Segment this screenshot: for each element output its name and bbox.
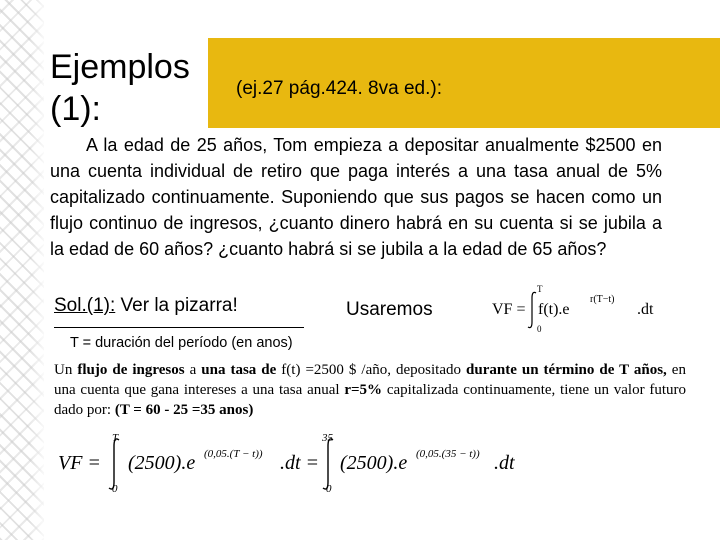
specific-dt2: .dt	[494, 452, 515, 474]
problem-text: A la edad de 25 años, Tom empieza a depositar anualmente $2500 en una cuenta individual de retiro que paga interés a una tasa anual de 5% capitalizado continuamente. Suponiendo que sus pagos se hacen como un flujo continuo de ingresos, ¿cuanto dinero habrá en su cuenta si se jubila a la edad de 60 años? ¿cuanto habrá si se jubila a la edad de 65 años?	[50, 135, 662, 259]
explanation-paragraph	[54, 360, 686, 420]
formula-dt: .dt	[637, 301, 654, 318]
integral-lower-limit: 0	[537, 324, 542, 334]
para-bold-1: flujo de ingresos	[77, 362, 185, 378]
solution-line	[54, 295, 238, 317]
specific-exponent2: (0,05.(35 − t))	[416, 448, 480, 460]
integral1-upper-limit: T	[112, 432, 119, 444]
para-text-3: f(t) =2500 $ /año, depositado	[276, 362, 467, 378]
para-bold-2: una tasa de	[201, 362, 277, 378]
usaremos-label: Usaremos	[346, 299, 433, 320]
specific-dt1: .dt =	[280, 452, 320, 474]
para-text-1: Un	[54, 362, 78, 378]
formula-lhs: VF =	[492, 301, 526, 318]
formula-exponent: r(T−t)	[590, 294, 615, 305]
specific-term1: (2500).e	[128, 452, 196, 474]
integral2-upper-limit: 35	[322, 432, 333, 444]
formula-body: f(t).e	[538, 301, 570, 318]
future-value-formula	[490, 286, 690, 334]
slide-title: Ejemplos (1):	[50, 48, 190, 128]
integral1-lower-limit: 0	[112, 483, 118, 495]
specific-term2: (2500).e	[340, 452, 408, 474]
definition-T: T = duración del período (en anos)	[70, 335, 293, 351]
slide-subtitle: (ej.27 pág.424. 8va ed.):	[236, 78, 442, 99]
para-bold-3: durante un término de T años,	[466, 362, 667, 378]
specific-lhs: VF =	[58, 452, 101, 474]
para-text-4: en una cuenta que gana intereses a una tasa anual	[54, 362, 686, 398]
solution-text: Ver la pizarra!	[120, 295, 238, 316]
para-text-2: a	[184, 362, 202, 378]
separator-line	[54, 327, 304, 328]
problem-statement	[50, 132, 662, 262]
specific-formula	[56, 430, 536, 496]
para-bold-4: r=5%	[344, 382, 383, 398]
para-bold-5: (T = 60 - 25 =35 anos)	[114, 402, 254, 418]
specific-exponent1: (0,05.(T − t))	[204, 448, 263, 460]
integral-upper-limit: T	[537, 284, 543, 294]
integral2-lower-limit: 0	[326, 483, 332, 495]
solution-label: Sol.(1):	[54, 295, 116, 316]
para-text-5: capitalizada continuamente, tiene un valor futuro dado por:	[54, 382, 687, 418]
